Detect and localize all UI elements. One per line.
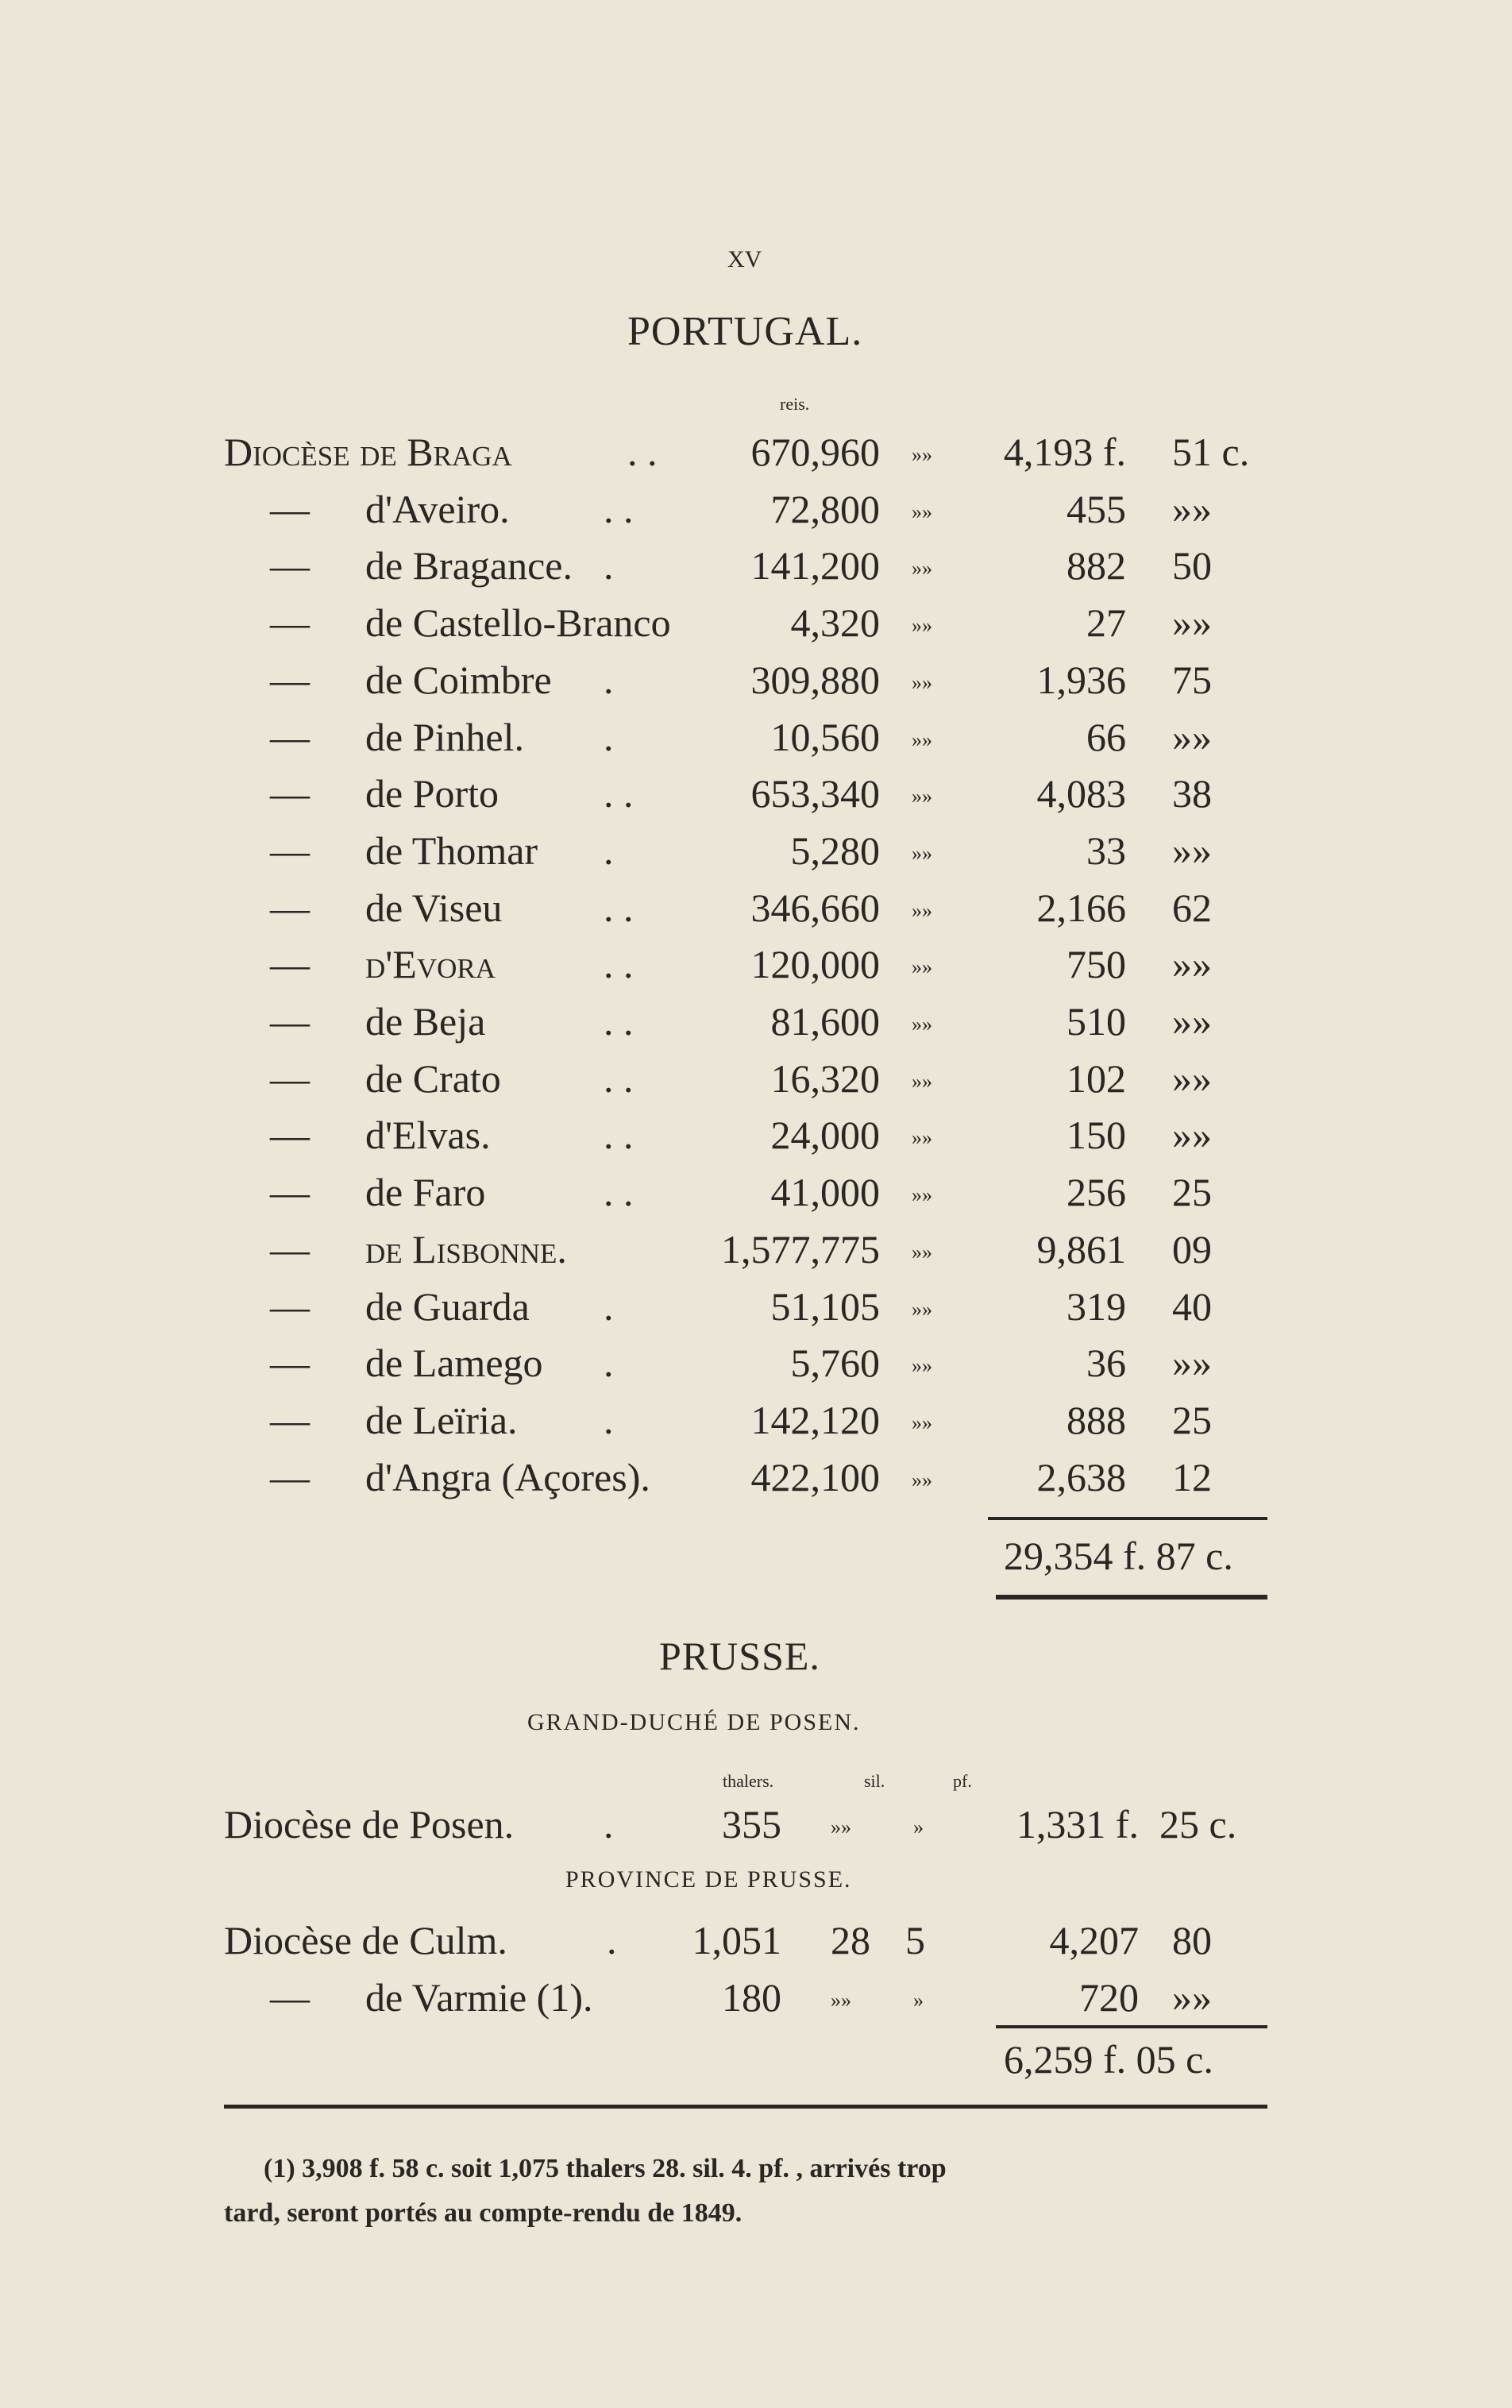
sil-value: »» xyxy=(831,1816,851,1839)
francs-value: 720 xyxy=(1079,1975,1139,2020)
amount-reis: 5,760 xyxy=(790,1341,880,1385)
table-row xyxy=(0,828,1512,878)
cents-value: »» xyxy=(1172,600,1212,645)
cents-value: 80 xyxy=(1172,1918,1212,1962)
francs-value: 256 xyxy=(1066,1170,1126,1214)
cents-value: 40 xyxy=(1172,1284,1212,1329)
leader-dots: . . xyxy=(604,771,634,816)
francs-value: 2,166 xyxy=(1036,886,1126,930)
row-dash: — xyxy=(270,1975,310,2020)
francs-value: 4,193 f. xyxy=(1003,430,1126,474)
leader-dots: . . xyxy=(604,1056,634,1101)
amount-reis: 142,120 xyxy=(750,1398,880,1442)
diocese-name: de Leïria. xyxy=(365,1398,518,1442)
amount-reis: 4,320 xyxy=(790,600,880,645)
table-row xyxy=(0,1920,1512,1968)
cents-value: »» xyxy=(1172,1113,1212,1157)
cents-value: »» xyxy=(1172,942,1212,986)
francs-value: 1,331 f. xyxy=(1016,1802,1139,1847)
thalers-value: 180 xyxy=(722,1975,781,2020)
total-rule-bottom xyxy=(996,1595,1267,1600)
amount-reis: 422,100 xyxy=(750,1455,880,1499)
amount-reis: 10,560 xyxy=(770,715,880,759)
table-row xyxy=(0,1284,1512,1334)
thalers-value: 355 xyxy=(722,1802,781,1847)
ditto-mark: »» xyxy=(912,1070,932,1093)
amount-reis: 346,660 xyxy=(750,886,880,930)
ditto-mark: »» xyxy=(912,1411,932,1434)
francs-value: 150 xyxy=(1066,1113,1126,1157)
row-dash: — xyxy=(270,600,310,645)
table-row xyxy=(0,1400,1512,1448)
leader-dots: . xyxy=(604,1284,614,1329)
table-row xyxy=(0,1975,1512,2025)
diocese-name: de Castello-Branco xyxy=(365,600,671,645)
ditto-mark: »» xyxy=(912,1468,932,1491)
francs-value: 33 xyxy=(1086,828,1126,873)
diocese-name: de Guarda xyxy=(365,1284,530,1329)
francs-value: 36 xyxy=(1086,1341,1126,1385)
cents-value: »» xyxy=(1172,1341,1212,1385)
diocese-name: Diocèse de Posen. xyxy=(224,1802,515,1847)
ditto-mark: »» xyxy=(912,557,932,580)
prusse-total: 6,259 f. 05 c. xyxy=(1004,2037,1213,2082)
table-row xyxy=(0,1056,1512,1106)
cents-value: 12 xyxy=(1172,1455,1212,1499)
francs-value: 4,083 xyxy=(1036,771,1126,816)
ditto-mark: »» xyxy=(912,842,932,865)
pf-value: » xyxy=(913,1989,924,2012)
diocese-name: de Pinhel. xyxy=(365,715,524,759)
table-row xyxy=(0,432,1512,480)
thalers-value: 1,051 xyxy=(692,1918,781,1962)
ditto-mark: »» xyxy=(912,955,932,978)
cents-value: »» xyxy=(1172,487,1212,531)
diocese-name: de Coimbre xyxy=(365,658,552,702)
cents-value: 62 xyxy=(1172,886,1212,930)
diocese-name: de Viseu xyxy=(365,886,503,930)
amount-reis: 41,000 xyxy=(770,1170,880,1214)
leader-dots: . . xyxy=(604,1113,634,1157)
amount-reis: 72,800 xyxy=(770,487,880,531)
table-row xyxy=(0,1172,1512,1220)
leader-dots: . . xyxy=(604,999,634,1044)
diocese-name: de Faro xyxy=(365,1170,486,1214)
diocese-name: d'Aveiro. xyxy=(365,487,510,531)
francs-value: 510 xyxy=(1066,999,1126,1044)
amount-reis: 309,880 xyxy=(750,658,880,702)
section-title-prusse: PRUSSE. xyxy=(659,1634,820,1678)
amount-reis: 141,200 xyxy=(750,543,880,588)
amount-reis: 120,000 xyxy=(750,942,880,986)
table-row xyxy=(0,1229,1512,1277)
table-row xyxy=(0,888,1512,936)
leader-dots: . xyxy=(604,543,614,588)
ditto-mark: »» xyxy=(912,1241,932,1264)
row-dash: — xyxy=(270,715,310,759)
cents-value: 75 xyxy=(1172,658,1212,702)
portugal-total: 29,354 f. 87 c. xyxy=(1004,1534,1233,1578)
total-rule-top xyxy=(988,1517,1267,1520)
cents-value: 50 xyxy=(1172,543,1212,588)
unit-label-pf: pf. xyxy=(953,1771,972,1791)
table-row-posen xyxy=(0,1804,1512,1852)
diocese-name: de Bragance. xyxy=(365,543,573,588)
leader-dots: . . xyxy=(604,487,634,531)
diocese-name: d'Angra (Açores). xyxy=(365,1455,650,1499)
amount-reis: 1,577,775 xyxy=(721,1227,880,1272)
row-dash: — xyxy=(270,1227,310,1272)
amount-reis: 51,105 xyxy=(770,1284,880,1329)
section-title-portugal: PORTUGAL. xyxy=(627,309,863,354)
francs-value: 4,207 xyxy=(1049,1918,1139,1962)
francs-value: 102 xyxy=(1066,1056,1126,1101)
cents-value: »» xyxy=(1172,1056,1212,1101)
row-dash: — xyxy=(270,771,310,816)
table-row xyxy=(0,1457,1512,1505)
footnote-line-1: (1) 3,908 f. 58 c. soit 1,075 thalers 28. sil. 4. pf. , arrivés trop xyxy=(264,2154,947,2183)
francs-value: 66 xyxy=(1086,715,1126,759)
ditto-mark: »» xyxy=(912,785,932,808)
sil-value: »» xyxy=(831,1989,851,2012)
cents-value: 25 xyxy=(1172,1170,1212,1214)
table-row xyxy=(0,600,1512,650)
francs-value: 882 xyxy=(1066,543,1126,588)
row-dash: — xyxy=(270,658,310,702)
amount-reis: 16,320 xyxy=(770,1056,880,1101)
cents-value: 38 xyxy=(1172,771,1212,816)
francs-value: 455 xyxy=(1066,487,1126,531)
row-dash: — xyxy=(270,543,310,588)
subtitle-posen: GRAND-DUCHÉ DE POSEN. xyxy=(527,1709,861,1735)
diocese-name: d'Evora xyxy=(365,942,496,986)
row-dash: — xyxy=(270,1341,310,1385)
row-dash: — xyxy=(270,942,310,986)
cents-value: 25 c. xyxy=(1159,1802,1237,1847)
leader-dots: . . xyxy=(604,886,634,930)
diocese-name: de Lisbonne. xyxy=(365,1227,567,1272)
francs-value: 27 xyxy=(1086,600,1126,645)
unit-label-reis: reis. xyxy=(780,394,810,414)
cents-value: 51 c. xyxy=(1172,430,1250,474)
table-row xyxy=(0,1001,1512,1049)
ditto-mark: »» xyxy=(912,899,932,922)
subtitle-province: PROVINCE DE PRUSSE. xyxy=(565,1866,852,1893)
cents-value: »» xyxy=(1172,999,1212,1044)
diocese-name: de Lamego xyxy=(365,1341,543,1385)
pf-value: 5 xyxy=(905,1918,925,1962)
footnote-separator xyxy=(224,2105,1267,2109)
sil-value: 28 xyxy=(831,1918,870,1962)
leader-dots: . xyxy=(604,1341,614,1385)
row-dash: — xyxy=(270,487,310,531)
row-dash: — xyxy=(270,1455,310,1499)
ditto-mark: »» xyxy=(912,614,932,637)
leader-dots: . xyxy=(607,1918,617,1962)
cents-value: 09 xyxy=(1172,1227,1212,1272)
diocese-name: de Thomar xyxy=(365,828,538,873)
diocese-name: de Porto xyxy=(365,771,499,816)
diocese-name: d'Elvas. xyxy=(365,1113,491,1157)
leader-dots: . xyxy=(604,1398,614,1442)
diocese-name: Diocèse de Culm. xyxy=(224,1918,507,1962)
footnote-line-2: tard, seront portés au compte-rendu de 1849. xyxy=(224,2198,742,2228)
table-row xyxy=(0,660,1512,708)
francs-value: 1,936 xyxy=(1036,658,1126,702)
row-dash: — xyxy=(270,1170,310,1214)
row-dash: — xyxy=(270,886,310,930)
row-dash: — xyxy=(270,999,310,1044)
amount-reis: 670,960 xyxy=(750,430,880,474)
cents-value: »» xyxy=(1172,1975,1212,2020)
table-row xyxy=(0,1115,1512,1163)
cents-value: »» xyxy=(1172,715,1212,759)
diocese-name: de Beja xyxy=(365,999,486,1044)
amount-reis: 81,600 xyxy=(770,999,880,1044)
diocese-name: de Varmie (1). xyxy=(365,1975,593,2020)
leader-dots: . xyxy=(604,715,614,759)
ditto-mark: »» xyxy=(912,728,932,751)
pf-value: » xyxy=(913,1816,924,1839)
row-dash: — xyxy=(270,1056,310,1101)
francs-value: 750 xyxy=(1066,942,1126,986)
row-dash: — xyxy=(270,1398,310,1442)
leader-dots: . xyxy=(604,658,614,702)
unit-label-thalers: thalers. xyxy=(723,1771,774,1791)
ditto-mark: »» xyxy=(912,1013,932,1036)
francs-value: 888 xyxy=(1066,1398,1126,1442)
row-dash: — xyxy=(270,1284,310,1329)
row-dash: — xyxy=(270,1113,310,1157)
table-row xyxy=(0,543,1512,593)
francs-value: 2,638 xyxy=(1036,1455,1126,1499)
ditto-mark: »» xyxy=(912,1354,932,1377)
ditto-mark: »» xyxy=(912,443,932,466)
prusse-total-rule xyxy=(996,2025,1267,2028)
francs-value: 9,861 xyxy=(1036,1227,1126,1272)
ditto-mark: »» xyxy=(912,500,932,523)
table-row xyxy=(0,771,1512,821)
leader-dots: . xyxy=(604,828,614,873)
page-number: XV xyxy=(727,246,762,272)
table-row xyxy=(0,717,1512,765)
ditto-mark: »» xyxy=(912,1126,932,1149)
cents-value: »» xyxy=(1172,828,1212,873)
leader-dots: . . xyxy=(627,430,658,474)
leader-dots: . . xyxy=(604,1170,634,1214)
unit-label-sil: sil. xyxy=(864,1771,885,1791)
diocese-name: Diocèse de Braga xyxy=(224,430,512,474)
amount-reis: 653,340 xyxy=(750,771,880,816)
cents-value: 25 xyxy=(1172,1398,1212,1442)
ditto-mark: »» xyxy=(912,1183,932,1206)
row-dash: — xyxy=(270,828,310,873)
francs-value: 319 xyxy=(1066,1284,1126,1329)
diocese-name: de Crato xyxy=(365,1056,501,1101)
amount-reis: 5,280 xyxy=(790,828,880,873)
leader-dots: . xyxy=(604,1802,614,1847)
ditto-mark: »» xyxy=(912,671,932,694)
ditto-mark: »» xyxy=(912,1298,932,1321)
table-row xyxy=(0,489,1512,537)
table-row xyxy=(0,1343,1512,1391)
leader-dots: . . xyxy=(604,942,634,986)
amount-reis: 24,000 xyxy=(770,1113,880,1157)
table-row xyxy=(0,944,1512,992)
